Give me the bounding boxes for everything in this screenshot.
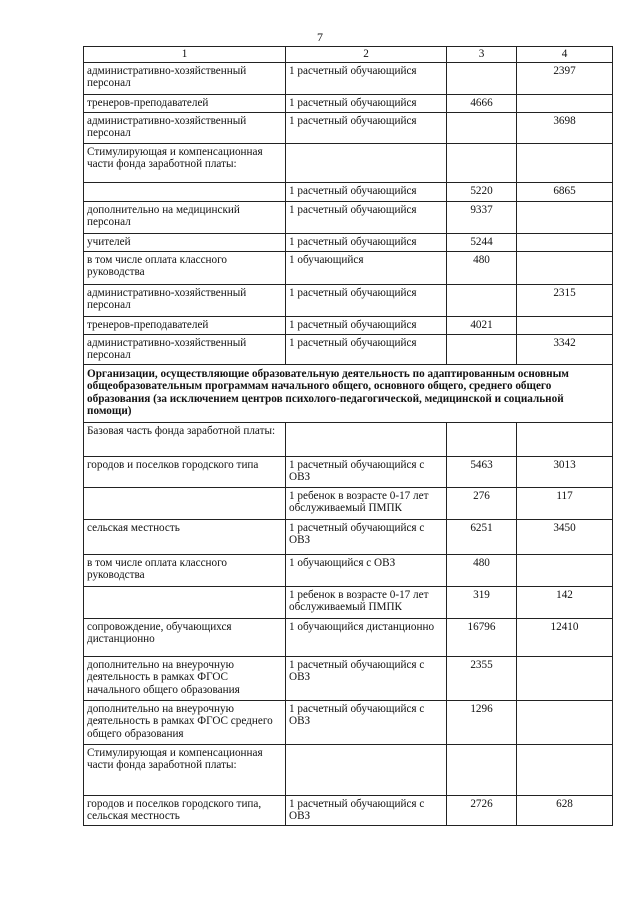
row-label-cell: тренеров-преподавателей (84, 94, 286, 112)
table-row (84, 487, 613, 519)
value-cell-col4: 6865 (517, 182, 613, 201)
value-cell-col4 (517, 143, 613, 182)
row-label-cell: дополнительно на медицинский персонал (84, 201, 286, 233)
unit-cell: 1 ребенок в возрасте 0-17 лет обслуживаемый ПМПК (286, 487, 447, 519)
value-cell-col3: 9337 (447, 201, 517, 233)
value-cell-col4: 12410 (517, 618, 613, 656)
unit-cell: 1 расчетный обучающийся (286, 233, 447, 251)
table-row (84, 94, 613, 112)
value-cell-col3: 2355 (447, 656, 517, 700)
value-cell-col3: 276 (447, 487, 517, 519)
unit-cell: 1 обучающийся с ОВЗ (286, 554, 447, 586)
value-cell-col4: 117 (517, 487, 613, 519)
unit-cell: 1 расчетный обучающийся (286, 284, 447, 316)
table-row (84, 618, 613, 656)
value-cell-col3: 4021 (447, 316, 517, 334)
table-row (84, 586, 613, 618)
row-label-cell: административно-хозяйственный персонал (84, 284, 286, 316)
value-cell-col4: 3698 (517, 112, 613, 143)
value-cell-col4: 3342 (517, 334, 613, 364)
unit-cell: 1 расчетный обучающийся с ОВЗ (286, 795, 447, 825)
row-label-cell: сельская местность (84, 519, 286, 554)
column-number: 3 (447, 47, 517, 63)
row-label-cell: учителей (84, 233, 286, 251)
value-cell-col3: 480 (447, 251, 517, 284)
unit-cell: 1 обучающийся дистанционно (286, 618, 447, 656)
value-cell-col4: 628 (517, 795, 613, 825)
table-row (84, 334, 613, 364)
table-row (84, 143, 613, 182)
row-label-cell: тренеров-преподавателей (84, 316, 286, 334)
unit-cell: 1 расчетный обучающийся с ОВЗ (286, 456, 447, 487)
value-cell-col3: 5220 (447, 182, 517, 201)
table-row (84, 744, 613, 795)
value-cell-col3: 480 (447, 554, 517, 586)
table-row (84, 251, 613, 284)
row-label-cell: дополнительно на внеурочную деятельность в рамках ФГОС начального общего образования (84, 656, 286, 700)
unit-cell: 1 расчетный обучающийся с ОВЗ (286, 656, 447, 700)
value-cell-col4 (517, 554, 613, 586)
table-row (84, 554, 613, 586)
table-row (84, 182, 613, 201)
row-label-cell: городов и поселков городского типа (84, 456, 286, 487)
value-cell-col3: 5244 (447, 233, 517, 251)
table-row (84, 112, 613, 143)
value-cell-col3 (447, 62, 517, 94)
value-cell-col4: 2315 (517, 284, 613, 316)
table-row (84, 284, 613, 316)
value-cell-col4 (517, 422, 613, 456)
column-number: 1 (84, 47, 286, 63)
unit-cell (286, 143, 447, 182)
value-cell-col4 (517, 700, 613, 744)
value-cell-col4 (517, 94, 613, 112)
unit-cell: 1 расчетный обучающийся (286, 112, 447, 143)
row-label-cell (84, 182, 286, 201)
table-row (84, 519, 613, 554)
value-cell-col3: 6251 (447, 519, 517, 554)
row-label-cell: Базовая часть фонда заработной платы: (84, 422, 286, 456)
row-label-cell: городов и поселков городского типа, сельская местность (84, 795, 286, 825)
table-row (84, 700, 613, 744)
unit-cell: 1 расчетный обучающийся (286, 201, 447, 233)
unit-cell: 1 расчетный обучающийся (286, 62, 447, 94)
unit-cell: 1 обучающийся (286, 251, 447, 284)
value-cell-col3: 319 (447, 586, 517, 618)
column-number-row (84, 47, 613, 63)
row-label-cell: дополнительно на внеурочную деятельность в рамках ФГОС среднего общего образования (84, 700, 286, 744)
page-number: 7 (317, 30, 323, 44)
unit-cell: 1 расчетный обучающийся (286, 334, 447, 364)
tariff-table (83, 46, 613, 826)
row-label-cell: в том числе оплата классного руководства (84, 251, 286, 284)
value-cell-col4 (517, 316, 613, 334)
value-cell-col3 (447, 744, 517, 795)
table-body (84, 47, 613, 826)
value-cell-col4: 3450 (517, 519, 613, 554)
row-label-cell: Стимулирующая и компенсационная части фонда заработной платы: (84, 143, 286, 182)
row-label-cell: сопровождение, обучающихся дистанционно (84, 618, 286, 656)
table-row (84, 795, 613, 825)
value-cell-col3 (447, 112, 517, 143)
unit-cell: 1 ребенок в возрасте 0-17 лет обслуживаемый ПМПК (286, 586, 447, 618)
unit-cell: 1 расчетный обучающийся с ОВЗ (286, 519, 447, 554)
table-row (84, 316, 613, 334)
table-row (84, 656, 613, 700)
row-label-cell: административно-хозяйственный персонал (84, 62, 286, 94)
unit-cell: 1 расчетный обучающийся с ОВЗ (286, 700, 447, 744)
column-number: 4 (517, 47, 613, 63)
unit-cell: 1 расчетный обучающийся (286, 316, 447, 334)
value-cell-col4: 142 (517, 586, 613, 618)
table-row (84, 422, 613, 456)
value-cell-col3: 2726 (447, 795, 517, 825)
unit-cell (286, 422, 447, 456)
unit-cell: 1 расчетный обучающийся (286, 182, 447, 201)
value-cell-col3: 1296 (447, 700, 517, 744)
value-cell-col3 (447, 334, 517, 364)
value-cell-col3 (447, 284, 517, 316)
table-row (84, 201, 613, 233)
row-label-cell (84, 487, 286, 519)
table-row (84, 62, 613, 94)
value-cell-col4: 3013 (517, 456, 613, 487)
value-cell-col3: 5463 (447, 456, 517, 487)
value-cell-col4 (517, 744, 613, 795)
column-number: 2 (286, 47, 447, 63)
row-label-cell: Стимулирующая и компенсационная части фонда заработной платы: (84, 744, 286, 795)
row-label-cell (84, 586, 286, 618)
row-label-cell: в том числе оплата классного руководства (84, 554, 286, 586)
value-cell-col4: 2397 (517, 62, 613, 94)
unit-cell (286, 744, 447, 795)
value-cell-col4 (517, 656, 613, 700)
value-cell-col3: 16796 (447, 618, 517, 656)
section-heading: Организации, осуществляющие образовательную деятельность по адаптированным основным общеобразовательным программам начального общего, основного общего, среднего общего образования (за исключением центров психолого-педагогической, медицинской и социальной помощи) (84, 364, 613, 422)
table-row (84, 233, 613, 251)
value-cell-col3: 4666 (447, 94, 517, 112)
section-heading-row (84, 364, 613, 422)
value-cell-col4 (517, 201, 613, 233)
row-label-cell: административно-хозяйственный персонал (84, 334, 286, 364)
value-cell-col3 (447, 422, 517, 456)
row-label-cell: административно-хозяйственный персонал (84, 112, 286, 143)
table-row (84, 456, 613, 487)
unit-cell: 1 расчетный обучающийся (286, 94, 447, 112)
value-cell-col4 (517, 233, 613, 251)
value-cell-col3 (447, 143, 517, 182)
value-cell-col4 (517, 251, 613, 284)
